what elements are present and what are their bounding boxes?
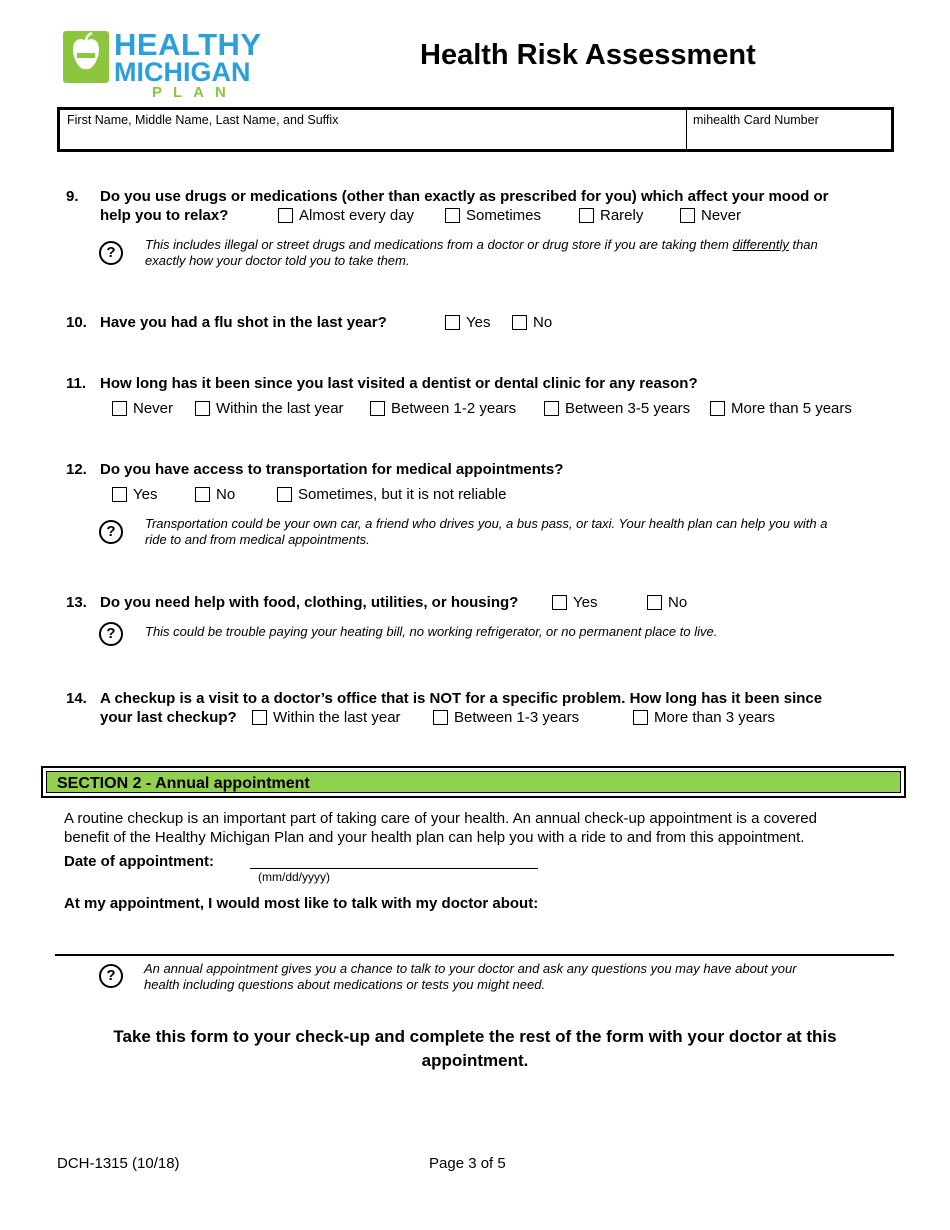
q13-text: Do you need help with food, clothing, utilities, or housing?: [100, 594, 519, 611]
checkbox[interactable]: [512, 315, 527, 330]
checkbox[interactable]: [579, 208, 594, 223]
q10-number: 10.: [66, 314, 87, 331]
date-format-hint: (mm/dd/yyyy): [258, 870, 330, 884]
checkbox[interactable]: [552, 595, 567, 610]
logo-text-michigan: MICHIGAN: [114, 57, 251, 87]
name-box-divider: [686, 110, 687, 149]
name-field[interactable]: [67, 113, 338, 127]
q14-option-within-last-year[interactable]: Within the last year: [252, 708, 401, 727]
date-label: Date of appointment:: [64, 853, 214, 870]
section-2-paragraph: A routine checkup is an important part of taking care of your health. An annual check-up appointment is a covered benefit of the Healthy Michigan Plan and your health plan can help you with a ride to and from this appointment.: [64, 810, 817, 846]
q9-option-rarely[interactable]: Rarely: [579, 206, 643, 225]
logo-apple-icon: [63, 31, 109, 83]
q11-option-never[interactable]: Never: [112, 399, 173, 418]
q13-number: 13.: [66, 594, 87, 611]
page-title: Health Risk Assessment: [420, 39, 756, 71]
checkbox[interactable]: [112, 487, 127, 502]
q11-option-3-5-years[interactable]: Between 3-5 years: [544, 399, 690, 418]
help-icon: ?: [99, 241, 123, 265]
logo-text-healthy: HEALTHY: [114, 27, 262, 62]
checkbox[interactable]: [277, 487, 292, 502]
q9-number: 9.: [66, 188, 79, 205]
talk-input-line[interactable]: [55, 954, 894, 956]
checkbox[interactable]: [445, 208, 460, 223]
q13-option-yes[interactable]: Yes: [552, 593, 597, 612]
q11-text: How long has it been since you last visited a dentist or dental clinic for any reason?: [100, 375, 698, 392]
q9-option-almost-every-day[interactable]: Almost every day: [278, 206, 414, 225]
q13-option-no[interactable]: No: [647, 593, 687, 612]
q12-hint: Transportation could be your own car, a friend who drives you, a bus pass, or taxi. Your health plan can help you with a ride to and from medical appointments.: [145, 516, 828, 547]
q11-option-more-than-5-years[interactable]: More than 5 years: [710, 399, 852, 418]
page-number: Page 3 of 5: [429, 1155, 506, 1172]
checkbox[interactable]: [445, 315, 460, 330]
checkbox[interactable]: [433, 710, 448, 725]
q9-hint: This includes illegal or street drugs and medications from a doctor or drug store if you are taking them differently than exactly how your doctor told you to take them.: [145, 237, 818, 268]
q9-option-never[interactable]: Never: [680, 206, 741, 225]
q12-option-yes[interactable]: Yes: [112, 485, 157, 504]
form-id: DCH-1315 (10/18): [57, 1155, 180, 1172]
checkbox[interactable]: [112, 401, 127, 416]
name-label: First Name, Middle Name, Last Name, and Suffix: [67, 113, 339, 127]
q11-option-within-last-year[interactable]: Within the last year: [195, 399, 344, 418]
q10-text: Have you had a flu shot in the last year?: [100, 314, 387, 331]
logo-text-plan: PLAN: [152, 84, 237, 101]
q12-option-sometimes[interactable]: Sometimes, but it is not reliable: [277, 485, 506, 504]
checkbox[interactable]: [195, 487, 210, 502]
final-instruction: Take this form to your check-up and complete the rest of the form with your doctor at this appointment.: [113, 1027, 837, 1070]
checkbox[interactable]: [680, 208, 695, 223]
checkbox[interactable]: [647, 595, 662, 610]
q14-text-line2: your last checkup?: [100, 709, 237, 726]
section-2-title: SECTION 2 - Annual appointment: [57, 775, 310, 792]
q14-option-1-3-years[interactable]: Between 1-3 years: [433, 708, 579, 727]
q9-text-line2: help you to relax?: [100, 207, 229, 224]
checkbox[interactable]: [544, 401, 559, 416]
talk-label: At my appointment, I would most like to talk with my doctor about:: [64, 895, 539, 912]
checkbox[interactable]: [252, 710, 267, 725]
card-number-label: mihealth Card Number: [693, 113, 819, 127]
checkbox[interactable]: [710, 401, 725, 416]
checkbox[interactable]: [370, 401, 385, 416]
q14-text-line1: A checkup is a visit to a doctor’s office that is NOT for a specific problem. How long has it been since: [100, 690, 823, 707]
q10-option-yes[interactable]: Yes: [445, 313, 490, 332]
checkbox[interactable]: [633, 710, 648, 725]
help-icon: ?: [99, 520, 123, 544]
section-2-header: [41, 766, 906, 798]
help-icon: ?: [99, 622, 123, 646]
q13-hint: This could be trouble paying your heating bill, no working refrigerator, or no permanent place to live.: [145, 624, 718, 639]
q12-number: 12.: [66, 461, 87, 478]
name-card-box: [57, 107, 894, 152]
checkbox[interactable]: [195, 401, 210, 416]
q9-text-line1: Do you use drugs or medications (other than exactly as prescribed for you) which affect your mood or: [100, 188, 829, 205]
date-input-line[interactable]: [250, 868, 538, 869]
q9-option-sometimes[interactable]: Sometimes: [445, 206, 541, 225]
card-number-field[interactable]: [693, 113, 819, 127]
section-2-hint: An annual appointment gives you a chance to talk to your doctor and ask any questions you may have about your health including questions about medications or tests you might need.: [144, 961, 797, 992]
q11-number: 11.: [66, 375, 87, 392]
help-icon: ?: [99, 964, 123, 988]
q12-option-no[interactable]: No: [195, 485, 235, 504]
q14-option-more-than-3-years[interactable]: More than 3 years: [633, 708, 775, 727]
q11-option-1-2-years[interactable]: Between 1-2 years: [370, 399, 516, 418]
q12-text: Do you have access to transportation for medical appointments?: [100, 461, 564, 478]
q10-option-no[interactable]: No: [512, 313, 552, 332]
checkbox[interactable]: [278, 208, 293, 223]
q14-number: 14.: [66, 690, 87, 707]
